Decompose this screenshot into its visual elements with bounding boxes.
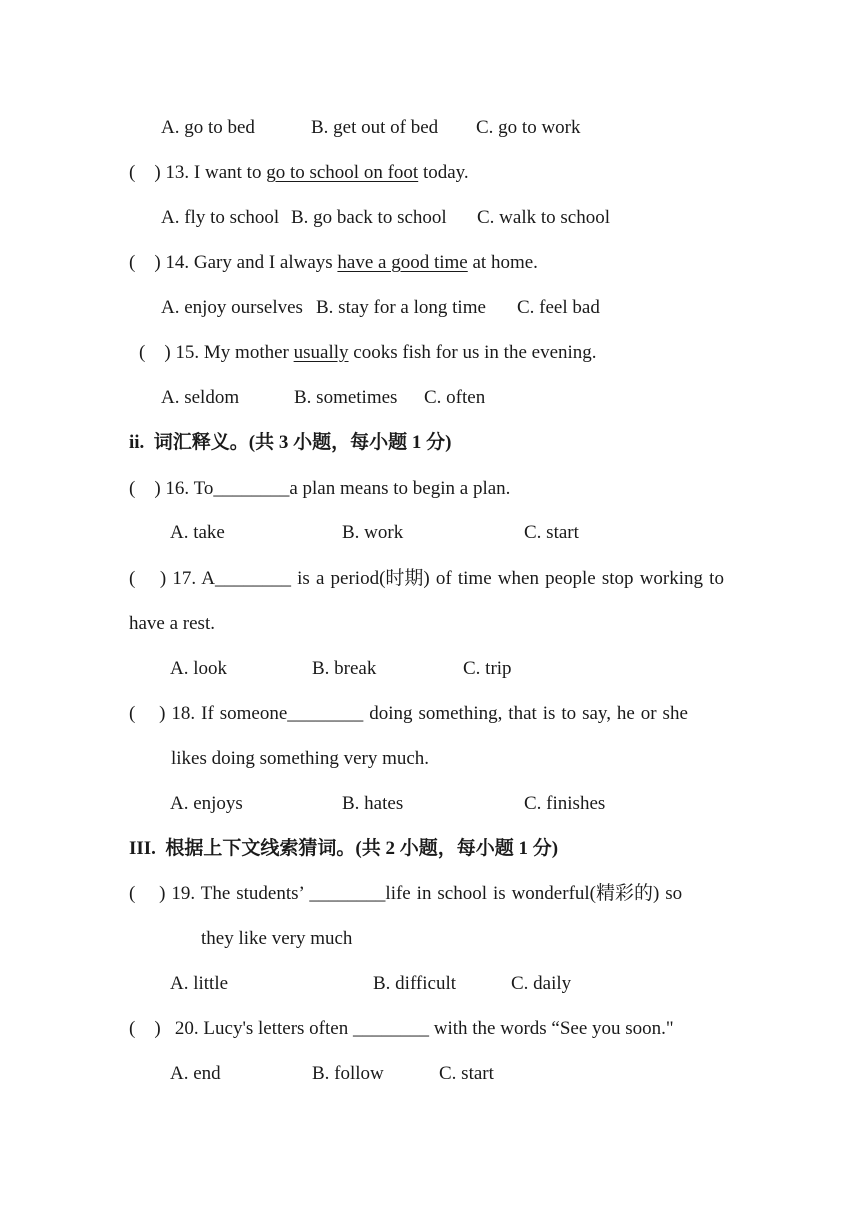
answer-paren: ( )	[129, 703, 166, 724]
question-17	[129, 568, 724, 590]
answer-paren: ( )	[129, 568, 167, 589]
q13-option-a: A. fly to school	[161, 207, 280, 228]
question-text: 17. A________ is a period(时期) of time when people stop working to	[166, 568, 724, 589]
q20-option-c: C. start	[439, 1063, 494, 1084]
q16-option-c: C. start	[524, 522, 579, 543]
question-20	[129, 1018, 674, 1040]
q18-option-a: A. enjoys	[170, 793, 243, 814]
q17-option-c: C. trip	[463, 658, 512, 679]
q12-option-b: B. get out of bed	[311, 117, 439, 138]
q14-option-a: A. enjoy ourselves	[161, 297, 303, 318]
answer-paren: ( )	[129, 1018, 161, 1039]
question-text: 13. I want to	[160, 162, 267, 183]
question-text: 18. If someone________ doing something, that is to say, he or she	[165, 703, 688, 724]
q13-option-b: B. go back to school	[291, 207, 447, 228]
q15-option-b: B. sometimes	[294, 387, 398, 408]
question-text: 20. Lucy's letters often ________ with the words “See you soon."	[160, 1018, 674, 1039]
question-19-continued: they like very much	[201, 928, 353, 949]
q16-option-a: A. take	[170, 522, 225, 543]
question-14	[129, 252, 538, 274]
question-text: today.	[418, 162, 469, 183]
q19-option-a: A. little	[170, 973, 229, 994]
question-text: 15. My mother	[170, 342, 294, 363]
underlined-phrase: usually	[293, 342, 349, 363]
question-text: 19. The students’ ________life in school is wonderful(精彩的) so	[165, 883, 683, 904]
answer-paren: ( )	[129, 162, 161, 183]
section-heading-iii: III. 根据上下文线索猜词。(共 2 小题，每小题 1 分)	[129, 838, 559, 859]
q15-option-c: C. often	[424, 387, 486, 408]
question-17-continued: have a rest.	[129, 613, 215, 634]
question-text: 14. Gary and I always	[160, 252, 338, 273]
underlined-phrase: go to school on foot	[266, 162, 419, 183]
answer-paren: ( )	[139, 342, 171, 363]
q16-option-b: B. work	[342, 522, 404, 543]
underlined-phrase: have a good time	[337, 252, 468, 273]
question-text: cooks fish for us in the evening.	[348, 342, 597, 363]
answer-paren: ( )	[129, 478, 161, 499]
answer-paren: ( )	[129, 252, 161, 273]
q14-option-c: C. feel bad	[517, 297, 600, 318]
question-18	[129, 703, 688, 725]
q15-option-a: A. seldom	[161, 387, 240, 408]
section-heading-ii: ii. 词汇释义。(共 3 小题，每小题 1 分)	[129, 432, 452, 453]
question-18-continued: likes doing something very much.	[171, 748, 430, 769]
q14-option-b: B. stay for a long time	[316, 297, 486, 318]
q17-option-a: A. look	[170, 658, 227, 679]
question-19	[129, 883, 682, 905]
q19-option-c: C. daily	[511, 973, 572, 994]
question-text: at home.	[467, 252, 538, 273]
q12-option-a: A. go to bed	[161, 117, 255, 138]
q17-option-b: B. break	[312, 658, 377, 679]
question-text: 16. To________a plan means to begin a plan.	[160, 478, 511, 499]
q13-option-c: C. walk to school	[477, 207, 610, 228]
q20-option-a: A. end	[170, 1063, 221, 1084]
question-13	[129, 162, 469, 184]
q19-option-b: B. difficult	[373, 973, 457, 994]
q20-option-b: B. follow	[312, 1063, 384, 1084]
answer-paren: ( )	[129, 883, 166, 904]
q18-option-c: C. finishes	[524, 793, 606, 814]
q12-option-c: C. go to work	[476, 117, 581, 138]
question-16	[129, 478, 510, 500]
q18-option-b: B. hates	[342, 793, 404, 814]
question-15	[139, 342, 597, 364]
